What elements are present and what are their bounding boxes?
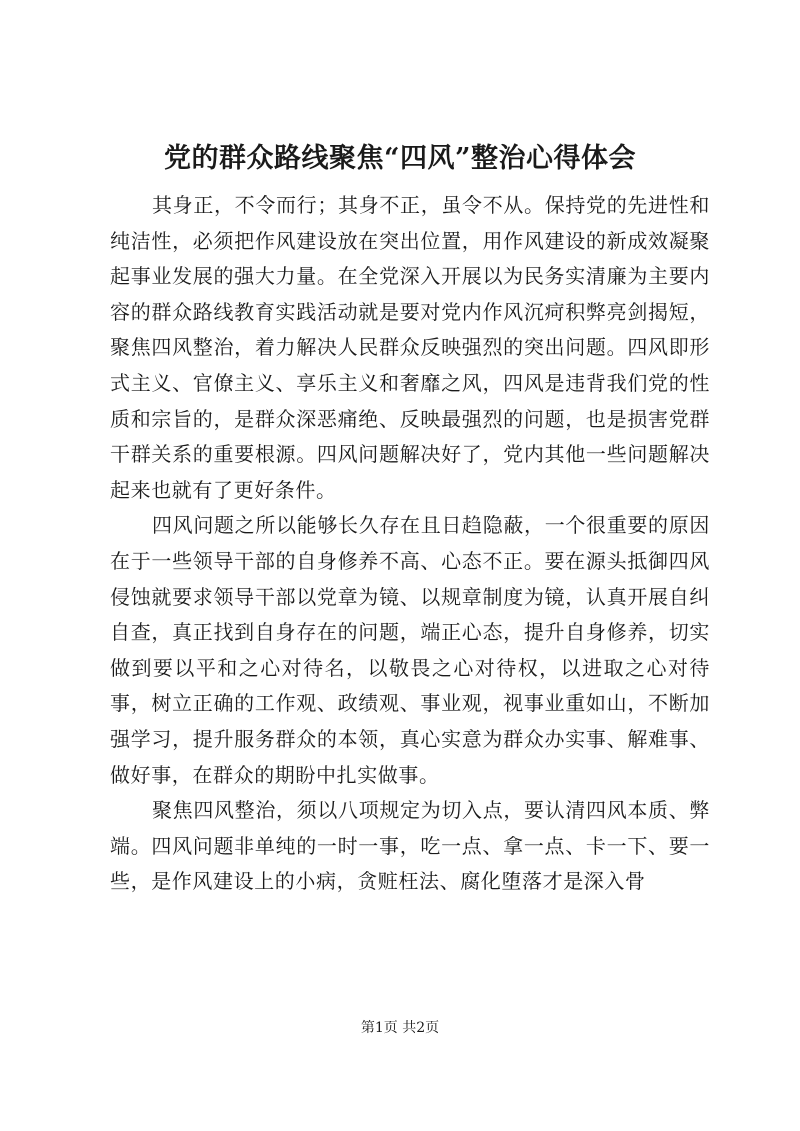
page-number-footer: 第1页 共2页 (360, 1020, 440, 1036)
document-title: 党的群众路线聚焦“四风”整治心得体会 (163, 143, 637, 174)
document-body (110, 188, 710, 900)
paragraph-1: 其身正，不令而行；其身不正，虽令不从。保持党的先进性和纯洁性，必须把作风建设放在突出位置，用作风建设的新成效凝聚起事业发展的强大力量。在全党深入开展以为民务实清廉为主要内容的群众路线教育实践活动就是要对党内作风沉疴积弊亮剑揭短，聚焦四风整治，着力解决人民群众反映强烈的突出问题。四风即形式主义、官僚主义、享乐主义和奢靡之风，四风是违背我们党的性质和宗旨的，是群众深恶痛绝、反映最强烈的问题，也是损害党群干群关系的重要根源。四风问题解决好了，党内其他一些问题解决起来也就有了更好条件。 (110, 193, 710, 502)
paragraph-3: 聚焦四风整治，须以八项规定为切入点，要认清四风本质、弊端。四风问题非单纯的一时一事，吃一点、拿一点、卡一下、要一些，是作风建设上的小病，贪赃枉法、腐化堕落才是深入骨 (110, 798, 710, 894)
paragraph-2: 四风问题之所以能够长久存在且日趋隐蔽，一个很重要的原因在于一些领导干部的自身修养不高、心态不正。要在源头抵御四风侵蚀就要求领导干部以党章为镜、以规章制度为镜，认真开展自纠自查，真正找到自身存在的问题，端正心态，提升自身修养，切实做到要以平和之心对待名，以敬畏之心对待权，以进取之心对待事，树立正确的工作观、政绩观、事业观，视事业重如山，不断加强学习，提升服务群众的本领，真心实意为群众办实事、解难事、做好事，在群众的期盼中扎实做事。 (110, 513, 710, 787)
